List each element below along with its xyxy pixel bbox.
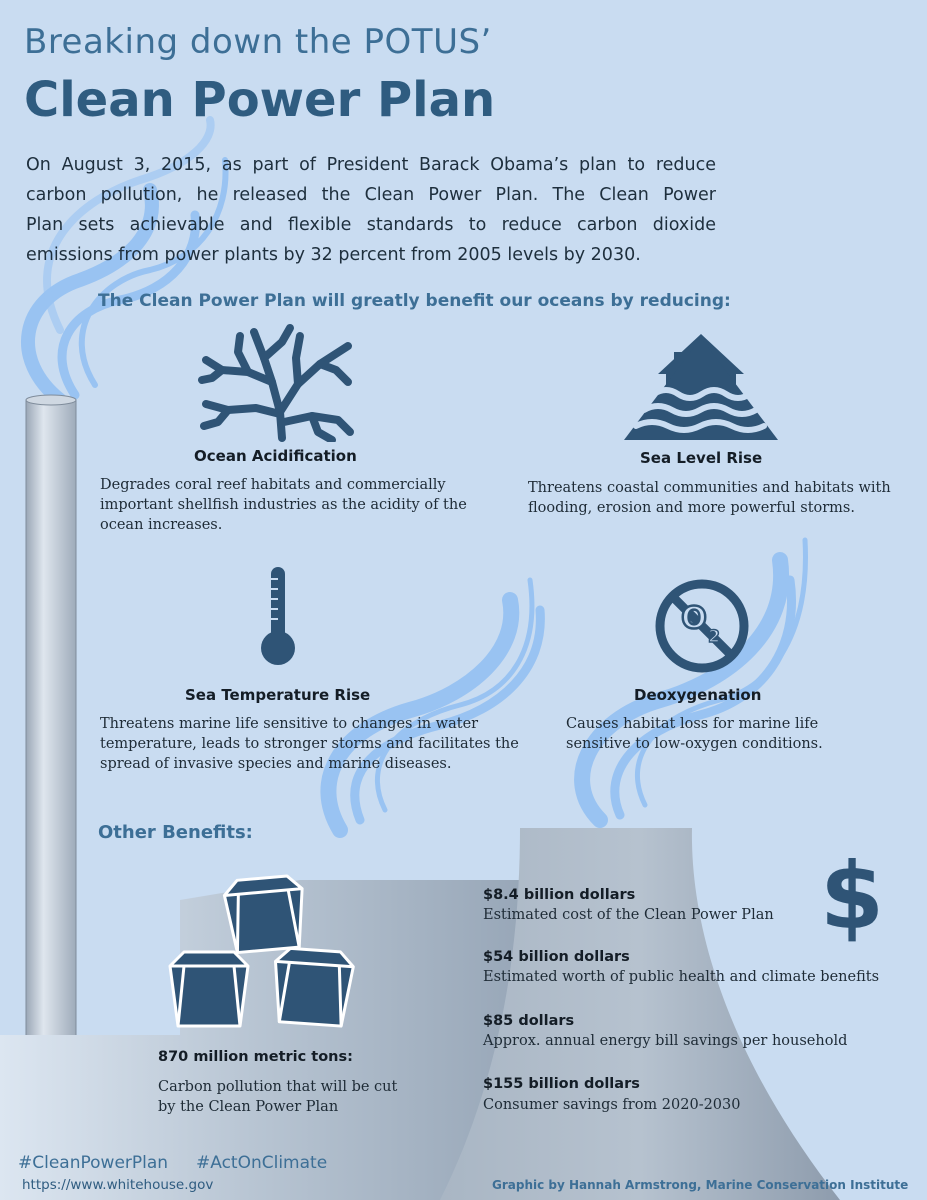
item-title: Sea Temperature Rise <box>185 686 371 704</box>
item-title: Sea Level Rise <box>640 449 763 467</box>
subtitle: Breaking down the POTUS’ <box>24 22 492 62</box>
benefit-value: $54 billion dollars <box>483 949 630 965</box>
benefit-value: $155 billion dollars <box>483 1076 640 1092</box>
benefit-desc: Estimated worth of public health and climate benefits <box>483 969 880 985</box>
flooded-house-icon <box>624 334 778 442</box>
dollar-glyph: $ <box>819 848 885 944</box>
other-benefits-heading: Other Benefits: <box>98 822 253 843</box>
intro-line: On August 3, 2015, as part of President Barack Obama’s plan to reduce <box>26 155 716 175</box>
item-text: Threatens marine life sensitive to changes in water temperature, leads to stronger storms and facilitates the spread of invasive species and marine diseases. <box>100 716 519 772</box>
intro-paragraph <box>26 150 716 270</box>
item-title: Ocean Acidification <box>194 447 357 465</box>
item-text: Causes habitat loss for marine life sensitive to low-oxygen conditions. <box>566 716 823 752</box>
item-text: Degrades coral reef habitats and commercially important shellfish industries as the acidity of the ocean increases. <box>100 477 467 533</box>
intro-line: Plan sets achievable and flexible standards to reduce carbon dioxide <box>26 215 716 235</box>
carbon-cut-value: 870 million metric tons: <box>158 1049 353 1065</box>
intro-line: carbon pollution, he released the Clean Power Plan. The Clean Power <box>26 185 716 205</box>
source-url-link[interactable]: https://www.whitehouse.gov <box>22 1177 214 1193</box>
coal-blocks-icon <box>160 872 370 1032</box>
benefit-desc: Approx. annual energy bill savings per household <box>483 1033 848 1049</box>
item-title: Deoxygenation <box>634 686 762 704</box>
hashtag-act-on-climate[interactable]: #ActOnClimate <box>196 1153 328 1173</box>
benefit-value: $85 dollars <box>483 1013 575 1029</box>
hashtag-clean-power-plan[interactable]: #CleanPowerPlan <box>18 1153 169 1173</box>
no-oxygen-icon <box>654 578 750 674</box>
thermometer-icon <box>258 565 298 667</box>
dead-coral-icon <box>198 322 358 442</box>
oxygen-symbol: O <box>681 601 707 636</box>
smokestack <box>26 400 76 1060</box>
intro-line: emissions from power plants by 32 percent from 2005 levels by 2030. <box>26 245 641 265</box>
carbon-cut-desc: Carbon pollution that will be cut by the Clean Power Plan <box>158 1079 398 1115</box>
benefit-desc: Estimated cost of the Clean Power Plan <box>483 907 774 923</box>
item-text: Threatens coastal communities and habitats with flooding, erosion and more powerful storms. <box>528 480 891 516</box>
oceans-heading: The Clean Power Plan will greatly benefit our oceans by reducing: <box>98 291 731 311</box>
graphic-credit: Graphic by Hannah Armstrong, Marine Conservation Institute <box>492 1178 909 1192</box>
oxygen-subscript: 2 <box>708 627 720 647</box>
benefit-value: $8.4 billion dollars <box>483 887 636 903</box>
benefit-desc: Consumer savings from 2020-2030 <box>483 1097 741 1113</box>
dollar-sign-icon <box>816 848 888 944</box>
page-title: Clean Power Plan <box>24 72 496 128</box>
